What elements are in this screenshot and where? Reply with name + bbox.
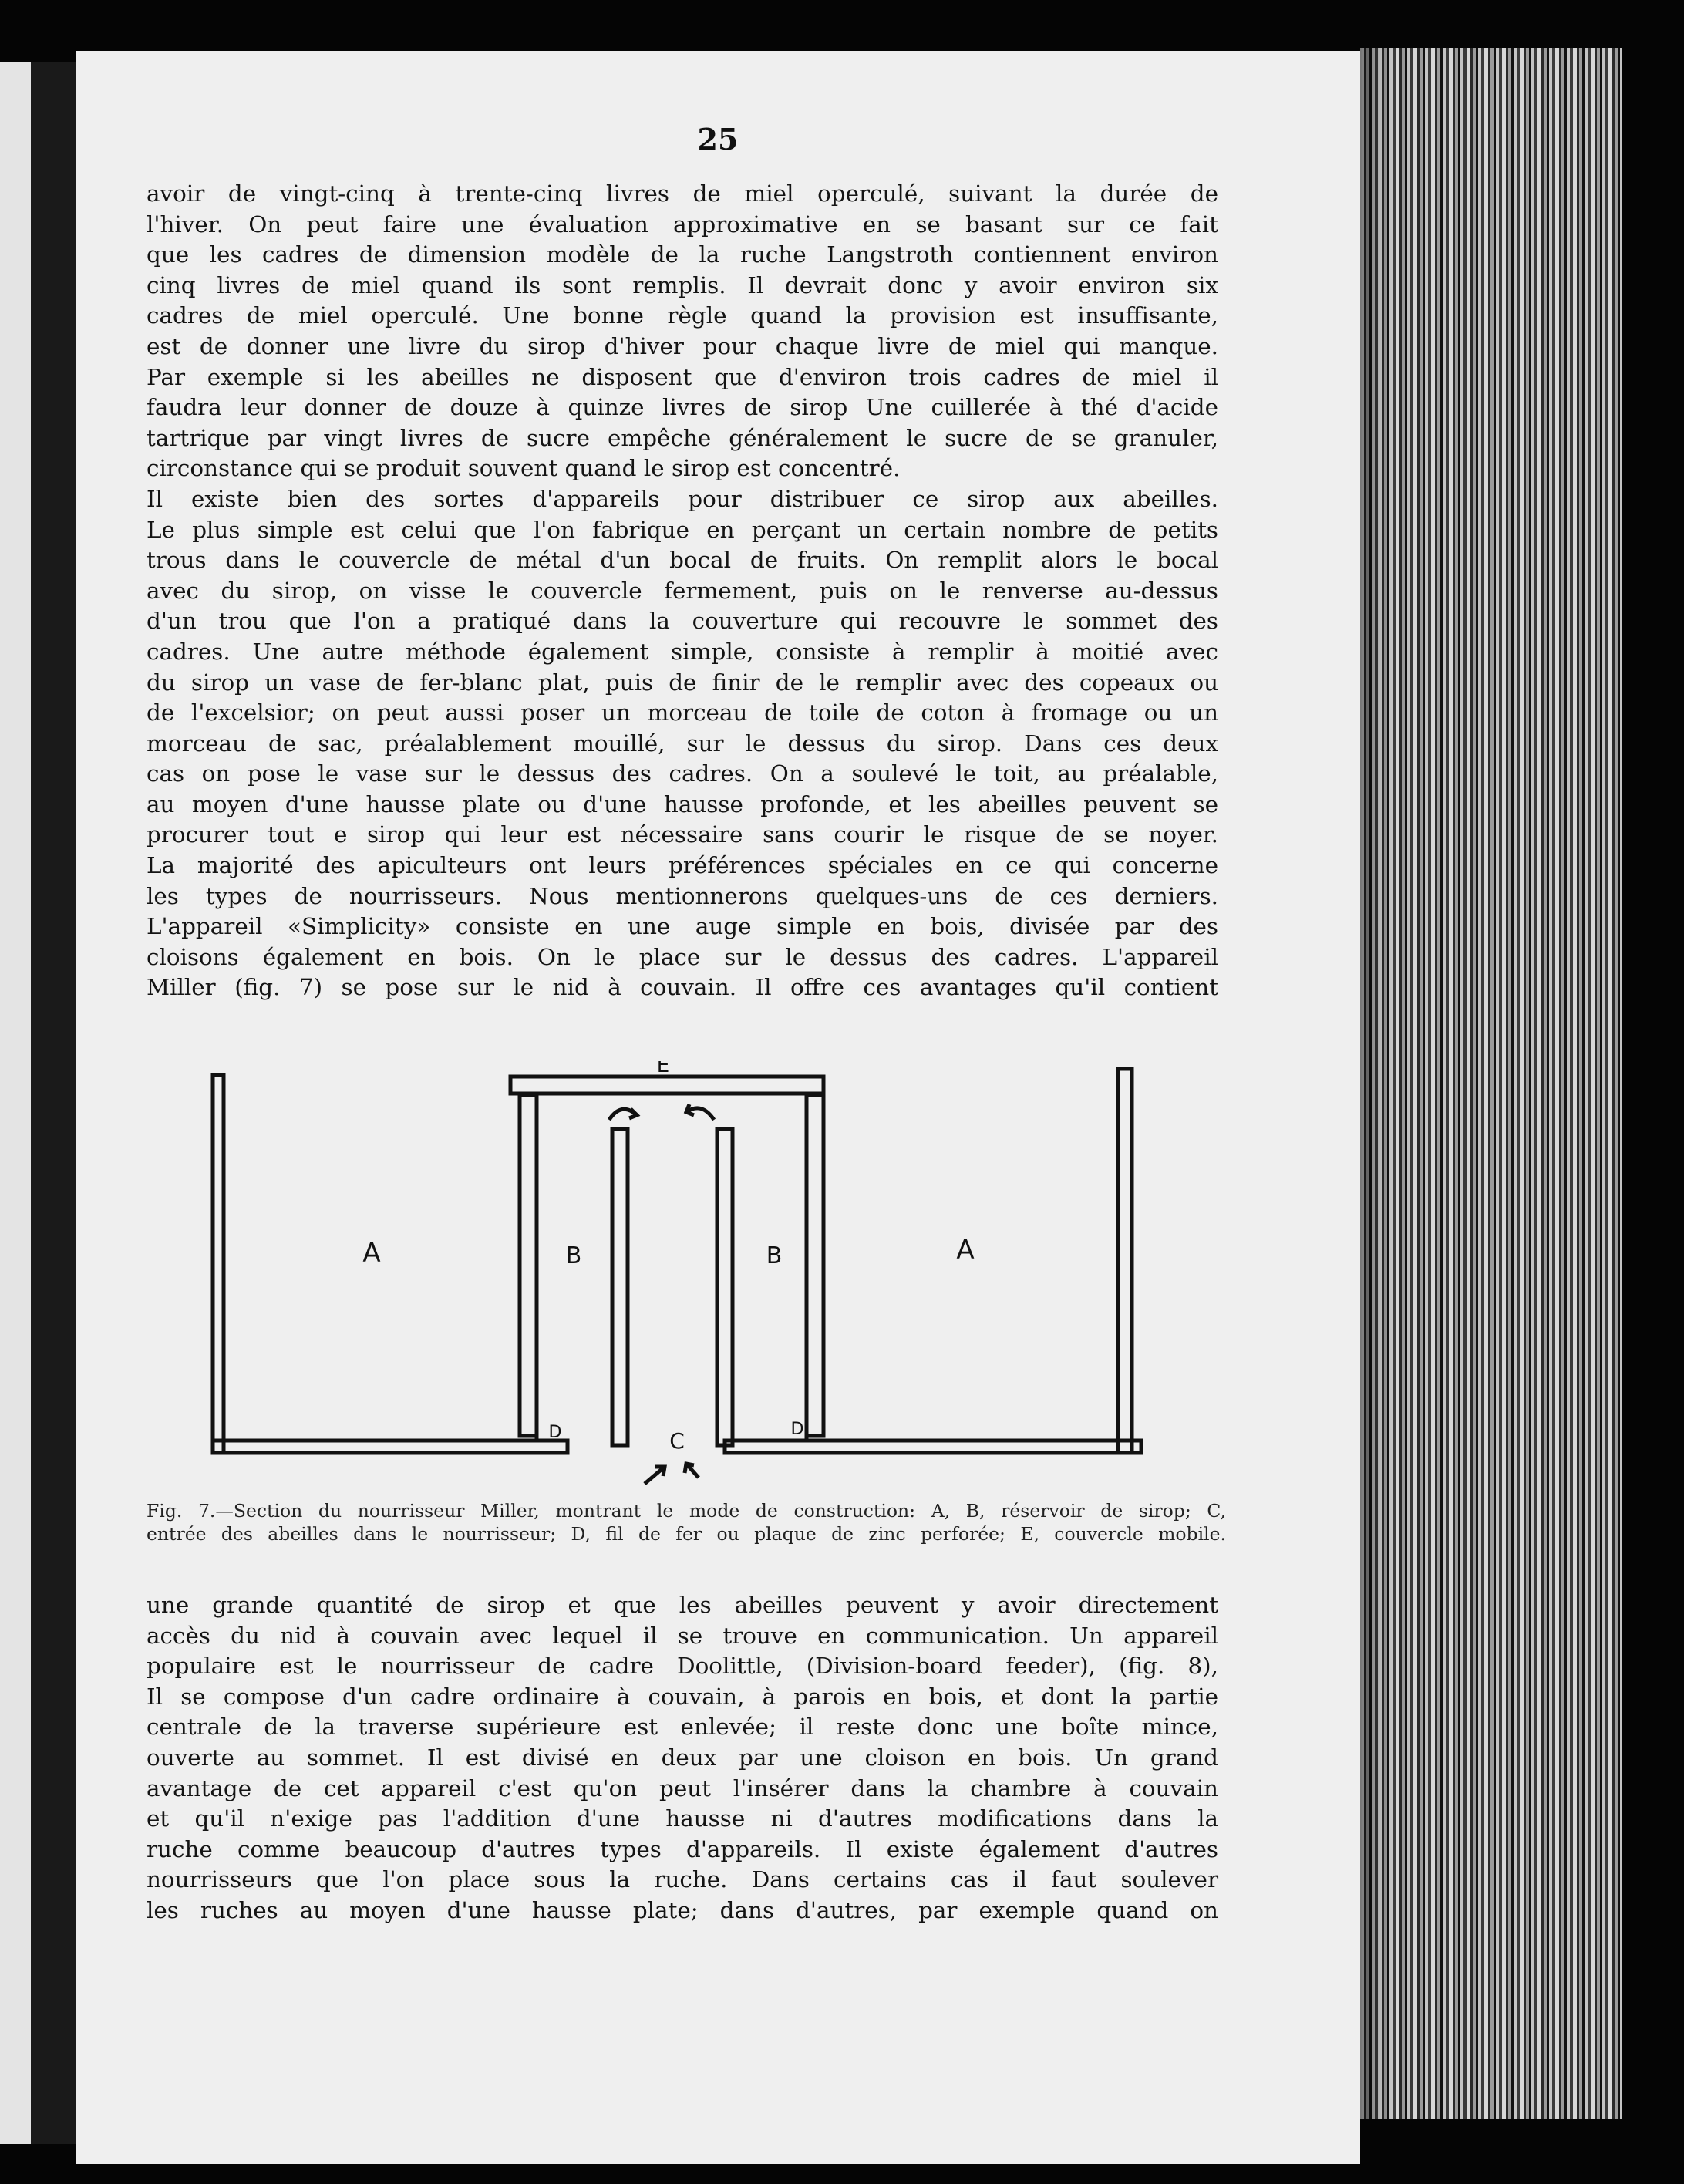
text-line: l'hiver. On peut faire une évaluation approximative en se basant sur ce fait bbox=[147, 211, 1218, 238]
text-line: et qu'il n'exige pas l'addition d'une hausse ni d'autres modifications dans la bbox=[147, 1805, 1218, 1832]
label-a-left: A bbox=[362, 1238, 381, 1269]
text-line: circonstance qui se produit souvent quand le sirop est concentré. bbox=[147, 455, 901, 482]
caption-line: Fig. 7.—Section du nourrisseur Miller, montrant le mode de construction: A, B, réservoir de sirop; C, bbox=[147, 1500, 1226, 1522]
figure-caption bbox=[147, 1499, 1226, 1545]
label-b-right: B bbox=[766, 1242, 783, 1269]
text-line: cadres de miel operculé. Une bonne règle quand la provision est insuffisante, bbox=[147, 302, 1218, 329]
text-line: du sirop un vase de fer-blanc plat, puis de finir de le remplir avec des copeaux ou bbox=[147, 669, 1218, 696]
page-edges bbox=[1360, 48, 1622, 2119]
label-d-left: D bbox=[548, 1423, 562, 1442]
label-e: E bbox=[656, 1061, 670, 1077]
text-line: morceau de sac, préalablement mouillé, sur le dessus du sirop. Dans ces deux bbox=[147, 730, 1218, 757]
label-d-right: D bbox=[790, 1420, 804, 1439]
text-line: cinq livres de miel quand ils sont remplis. Il devrait donc y avoir environ six bbox=[147, 271, 1218, 298]
text-line: ruche comme beaucoup d'autres types d'appareils. Il existe également d'autres bbox=[147, 1835, 1218, 1862]
wall-b-left-inner bbox=[612, 1129, 628, 1445]
text-line: nourrisseurs que l'on place sous la ruche. Dans certains cas il faut soulever bbox=[147, 1866, 1218, 1893]
text-line: Le plus simple est celui que l'on fabrique en perçant un certain nombre de petits bbox=[147, 516, 1218, 543]
text-line: avoir de vingt-cinq à trente-cinq livres de miel operculé, suivant la durée de bbox=[147, 180, 1218, 207]
label-b-left: B bbox=[565, 1242, 582, 1269]
body-text-bottom bbox=[147, 1590, 1218, 1926]
text-line: de l'excelsior; on peut aussi poser un morceau de toile de coton à fromage ou un bbox=[147, 699, 1218, 726]
cover-e bbox=[510, 1077, 823, 1094]
text-line: cadres. Une autre méthode également simple, consiste à remplir à moitié avec bbox=[147, 638, 1218, 665]
wall-b-left-outer bbox=[520, 1095, 537, 1436]
text-line: Il existe bien des sortes d'appareils pour distribuer ce sirop aux abeilles. bbox=[147, 485, 1218, 512]
text-line: La majorité des apiculteurs ont leurs préférences spéciales en ce qui concerne bbox=[147, 852, 1218, 879]
floor-left bbox=[213, 1441, 568, 1453]
label-c: C bbox=[669, 1428, 685, 1454]
body-text-top bbox=[147, 179, 1218, 1003]
left-page-edge bbox=[0, 62, 31, 2144]
text-line: que les cadres de dimension modèle de la ruche Langstroth contiennent environ bbox=[147, 241, 1218, 268]
text-line: les types de nourrisseurs. Nous mentionnerons quelques-uns de ces derniers. bbox=[147, 882, 1218, 909]
label-a-right: A bbox=[956, 1235, 975, 1266]
text-line: les ruches au moyen d'une hausse plate; dans d'autres, par exemple quand on bbox=[147, 1896, 1218, 1923]
figure-miller-feeder bbox=[208, 1061, 1149, 1493]
text-line: cloisons également en bois. On le place sur le dessus des cadres. L'appareil bbox=[147, 943, 1218, 970]
arrow-head-left bbox=[629, 1109, 637, 1118]
text-line: tartrique par vingt livres de sucre empêche généralement le sucre de se granuler, bbox=[147, 424, 1218, 451]
text-line: procurer tout e sirop qui leur est nécessaire sans courir le risque de se noyer. bbox=[147, 821, 1218, 848]
caption-line: entrée des abeilles dans le nourrisseur; D, fil de fer ou plaque de zinc perforée; E, couvercle mobile. bbox=[147, 1523, 1226, 1545]
text-line: avec du sirop, on visse le couvercle fermement, puis on le renverse au-dessus bbox=[147, 577, 1218, 604]
text-line: accès du nid à couvain avec lequel il se trouve en communication. Un appareil bbox=[147, 1622, 1218, 1649]
text-line: L'appareil «Simplicity» consiste en une auge simple en bois, divisée par des bbox=[147, 913, 1218, 940]
text-line: au moyen d'une hausse plate ou d'une hausse profonde, et les abeilles peuvent se bbox=[147, 790, 1218, 817]
text-line: ouverte au sommet. Il est divisé en deux par une cloison en bois. Un grand bbox=[147, 1744, 1218, 1771]
text-line: cas on pose le vase sur le dessus des cadres. On a soulevé le toit, au préalable, bbox=[147, 760, 1218, 787]
text-line: avantage de cet appareil c'est qu'on peut l'insérer dans la chambre à couvain bbox=[147, 1775, 1218, 1801]
page-edge-shadow bbox=[1360, 48, 1391, 2119]
wall-b-right-outer bbox=[807, 1095, 823, 1436]
wall-b-right-inner bbox=[717, 1129, 733, 1445]
outer-wall-right bbox=[1118, 1069, 1132, 1453]
page-number: 25 bbox=[697, 122, 739, 157]
text-line: centrale de la traverse supérieure est enlevée; il reste donc une boîte mince, bbox=[147, 1714, 1218, 1741]
text-line: trous dans le couvercle de métal d'un bocal de fruits. On remplit alors le bocal bbox=[147, 547, 1218, 574]
text-line: est de donner une livre du sirop d'hiver pour chaque livre de miel qui manque. bbox=[147, 332, 1218, 359]
text-line: populaire est le nourrisseur de cadre Doolittle, (Division-board feeder), (fig. 8), bbox=[147, 1653, 1218, 1680]
floor-right bbox=[725, 1441, 1141, 1453]
text-line: d'un trou que l'on a pratiqué dans la couverture qui recouvre le sommet des bbox=[147, 608, 1218, 635]
book-spine bbox=[31, 62, 76, 2144]
text-line: Miller (fig. 7) se pose sur le nid à couvain. Il offre ces avantages qu'il contient bbox=[147, 974, 1218, 1001]
text-line: une grande quantité de sirop et que les abeilles peuvent y avoir directement bbox=[147, 1592, 1218, 1618]
feeder-diagram bbox=[208, 1061, 1149, 1493]
text-line: Il se compose d'un cadre ordinaire à couvain, à parois en bois, et dont la partie bbox=[147, 1683, 1218, 1710]
outer-wall-left bbox=[213, 1075, 224, 1453]
text-line: faudra leur donner de douze à quinze livres de sirop Une cuillerée à thé d'acide bbox=[147, 394, 1218, 421]
text-line: Par exemple si les abeilles ne disposent que d'environ trois cadres de miel il bbox=[147, 363, 1218, 390]
